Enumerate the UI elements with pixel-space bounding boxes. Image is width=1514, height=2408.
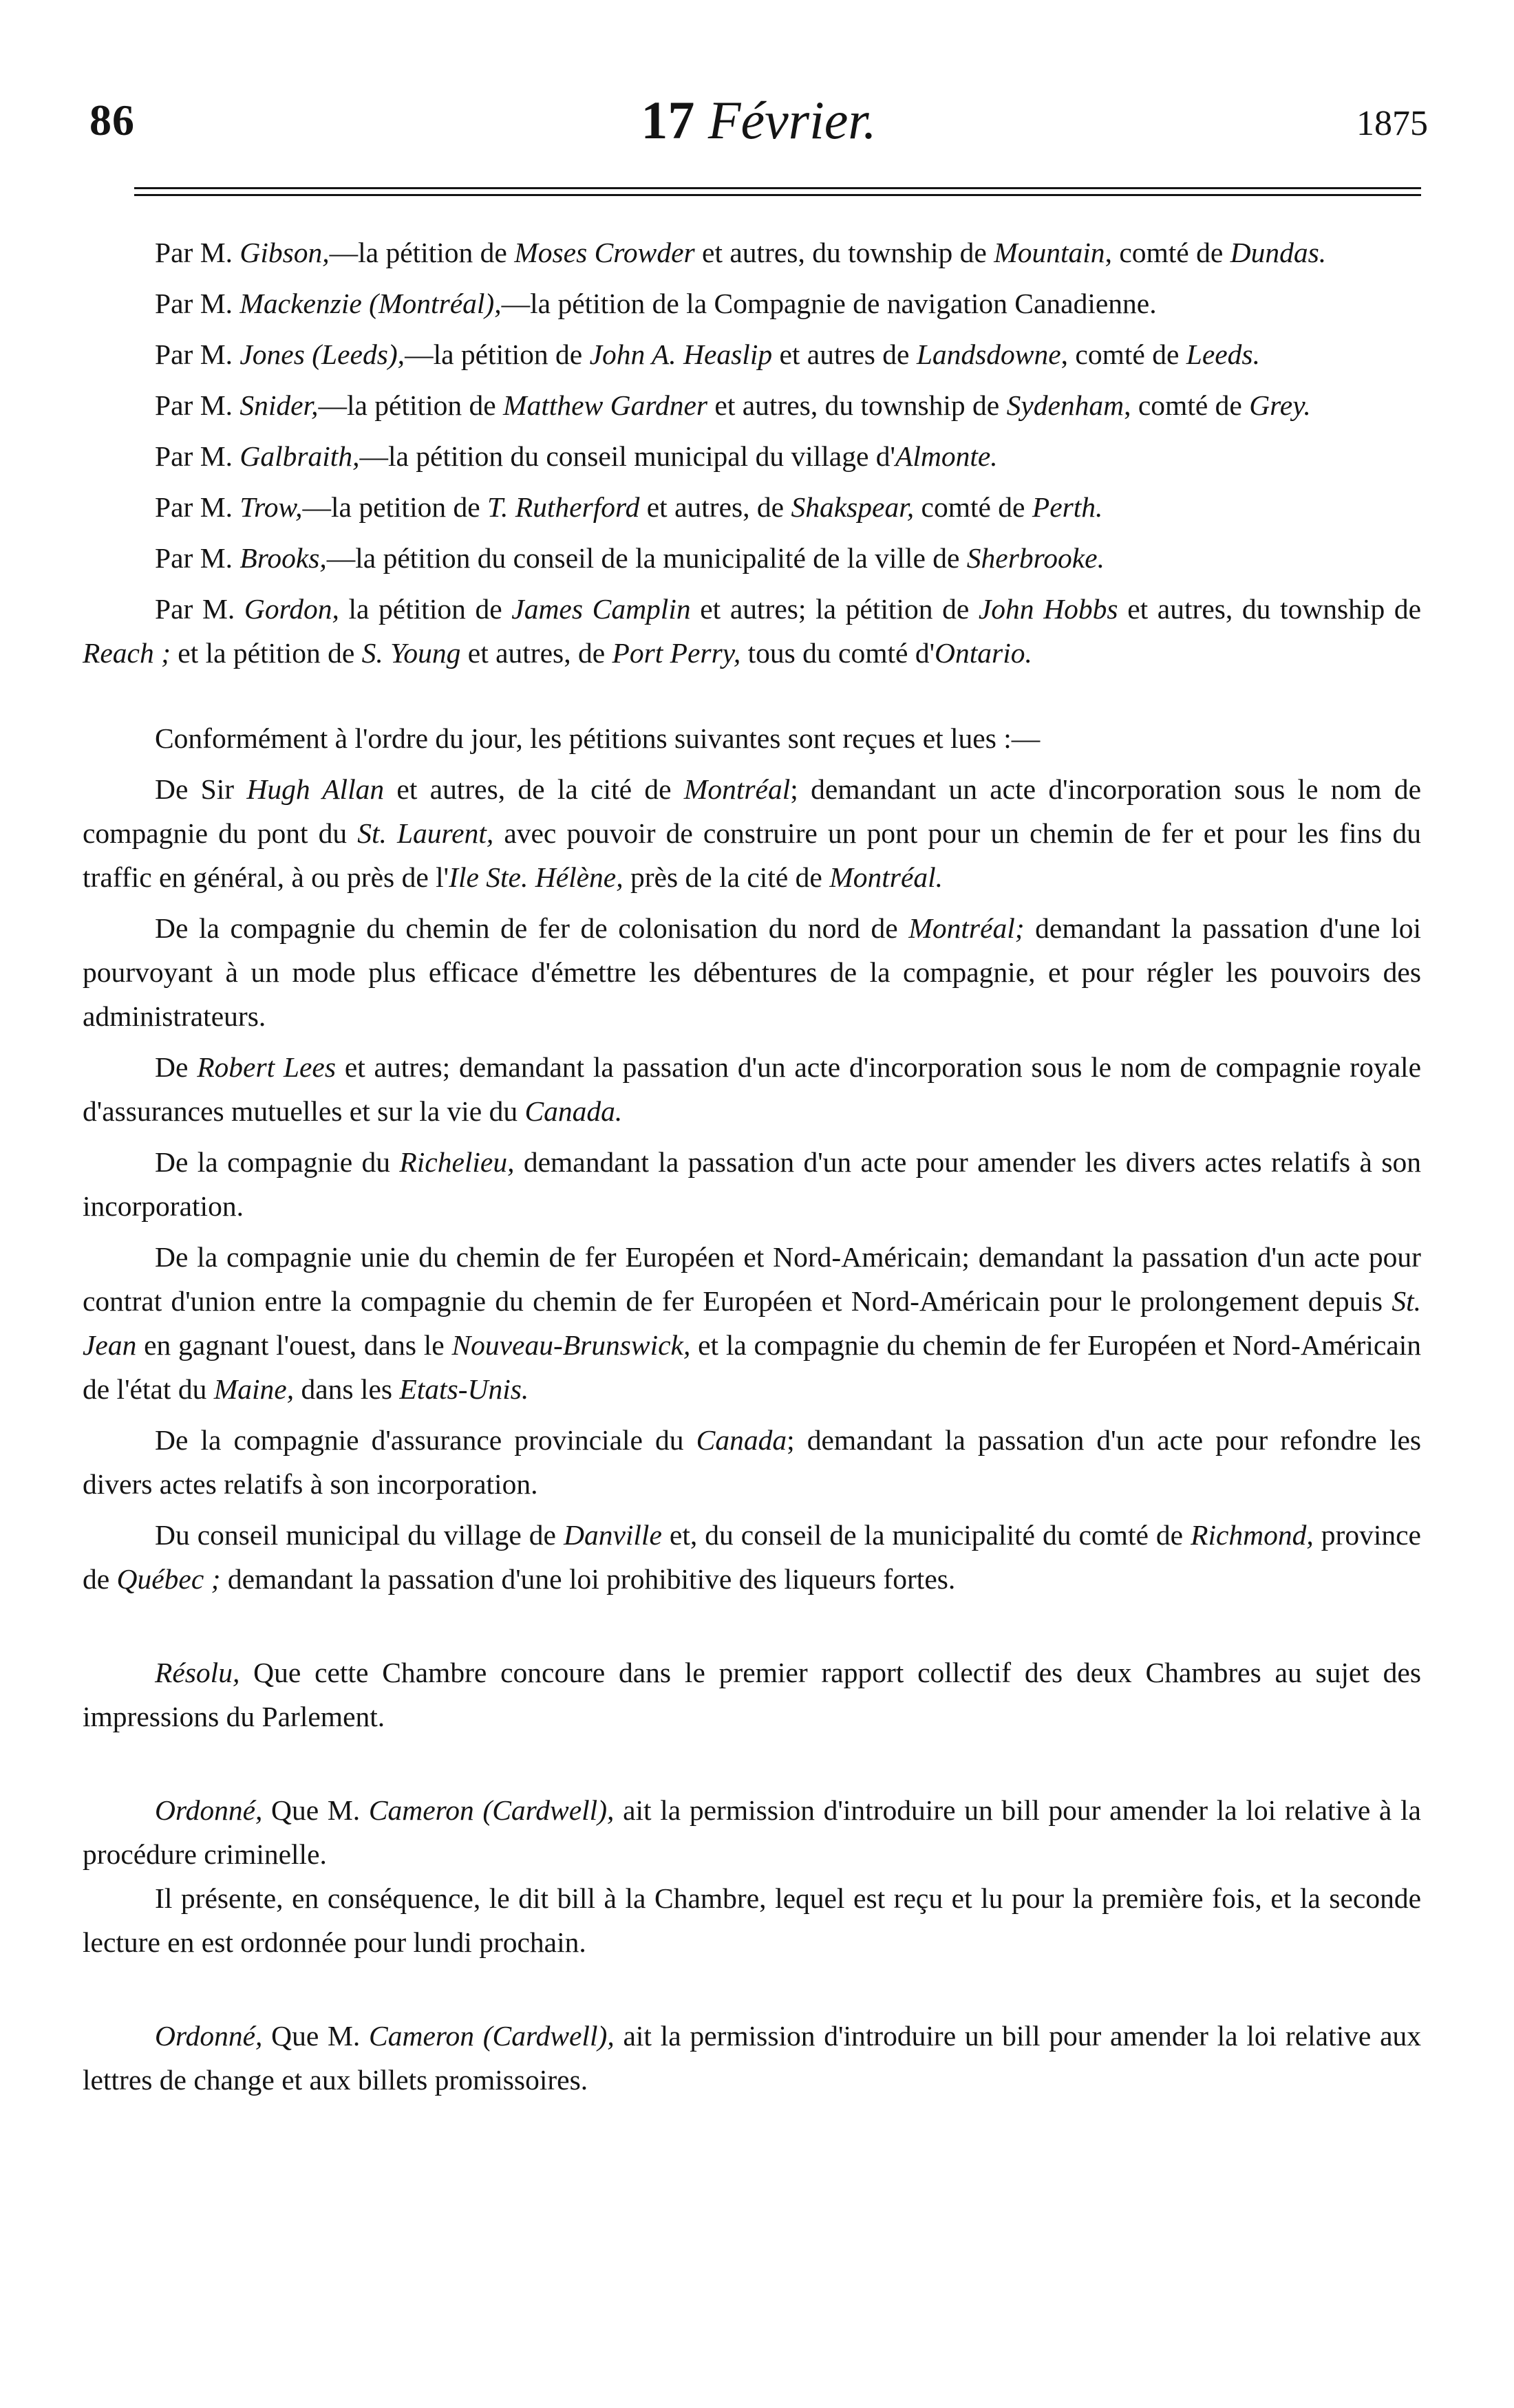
petition-snider: Par M. Snider,—la pétition de Matthew Gardner et autres, du township de Sydenham, comté de Grey.: [155, 389, 1311, 421]
order-bills-of-exchange: Ordonné, Que M. Cameron (Cardwell), ait la permission d'introduire un bill pour amender la loi relative aux lettres de change et aux billets promissoires.: [83, 2020, 1421, 2096]
petition-gibson: Par M. Gibson,—la pétition de Moses Crowder et autres, du township de Mountain, comté de Dundas.: [155, 237, 1327, 268]
petition-read-lees: De Robert Lees et autres; demandant la passation d'un acte d'incorporation sous le nom de compagnie royale d'assurances mutuelles et sur la vie du Canada.: [83, 1051, 1421, 1127]
header-day: 17: [641, 90, 695, 150]
petition-galbraith: Par M. Galbraith,—la pétition du conseil municipal du village d'Almonte.: [155, 440, 998, 472]
page-number: 86: [89, 96, 135, 144]
petition-read-europeen: De la compagnie unie du chemin de fer Européen et Nord-Américain; demandant la passation d'un acte pour contrat d'union entre la compagnie du chemin de fer Européen et Nord-Américain pour le prolongement depuis St. Jean en gagnant l'ouest, dans le Nouveau-Brunswick, et la compagnie du chemin de fer Européen et Nord-Américain de l'état du Maine, dans les Etats-Unis.: [83, 1241, 1421, 1405]
petition-read-danville: Du conseil municipal du village de Danville et, du conseil de la municipalité du comté de Richmond, province de Québec ; demandant la passation d'une loi prohibitive des liqueurs fortes.: [83, 1519, 1421, 1595]
header-date: [89, 89, 1428, 151]
petition-brooks: Par M. Brooks,—la pétition du conseil de la municipalité de la ville de Sherbrooke.: [155, 542, 1105, 574]
header-year: 1875: [1356, 104, 1428, 143]
petition-jones: Par M. Jones (Leeds),—la pétition de John A. Heaslip et autres de Landsdowne, comté de Leeds.: [155, 338, 1260, 370]
petition-read-allan: De Sir Hugh Allan et autres, de la cité de Montréal; demandant un acte d'incorporation sous le nom de compagnie du pont du St. Laurent, avec pouvoir de construire un pont pour un chemin de fer et pour les fins du traffic en général, à ou près de l'Ile Ste. Hélène, près de la cité de Montréal.: [83, 773, 1422, 893]
petition-read-colonisation: De la compagnie du chemin de fer de colonisation du nord de Montréal; demandant la passation d'une loi pourvoyant à un mode plus efficace d'émettre les débentures de la compagnie, et pour régler les pouvoirs des administrateurs.: [83, 912, 1421, 1032]
petition-trow: Par M. Trow,—la petition de T. Rutherford et autres, de Shakspear, comté de Perth.: [155, 491, 1103, 523]
order-criminal-procedure-reading: Il présente, en conséquence, le dit bill à la Chambre, lequel est reçu et lu pour la première fois, et la seconde lecture en est ordonnée pour lundi prochain.: [83, 1882, 1421, 1958]
header-rule: [134, 187, 1421, 189]
page-header: [89, 89, 1428, 158]
journal-body: [83, 230, 1421, 2102]
order-criminal-procedure: Ordonné, Que M. Cameron (Cardwell), ait la permission d'introduire un bill pour amender la loi relative à la procédure criminelle.: [83, 1794, 1421, 1870]
petition-mackenzie: Par M. Mackenzie (Montréal),—la pétition de la Compagnie de navigation Canadienne.: [155, 288, 1157, 319]
header-month: Février.: [707, 90, 877, 150]
petition-gordon: Par M. Gordon, la pétition de James Camplin et autres; la pétition de John Hobbs et autres, du township de Reach ; et la pétition de S. Young et autres, de Port Perry, tous du comté d'Ontario.: [83, 593, 1422, 669]
petition-read-assurance: De la compagnie d'assurance provinciale du Canada; demandant la passation d'un acte pour refondre les divers actes relatifs à son incorporation.: [83, 1424, 1422, 1500]
read-intro: Conformément à l'ordre du jour, les pétitions suivantes sont reçues et lues :—: [155, 722, 1041, 754]
petition-read-richelieu: De la compagnie du Richelieu, demandant la passation d'un acte pour amender les divers actes relatifs à son incorporation.: [83, 1146, 1421, 1222]
header-rule-second: [134, 194, 1421, 196]
resolution: Résolu, Que cette Chambre concoure dans le premier rapport collectif des deux Chambres au sujet des impressions du Parlement.: [83, 1657, 1421, 1732]
